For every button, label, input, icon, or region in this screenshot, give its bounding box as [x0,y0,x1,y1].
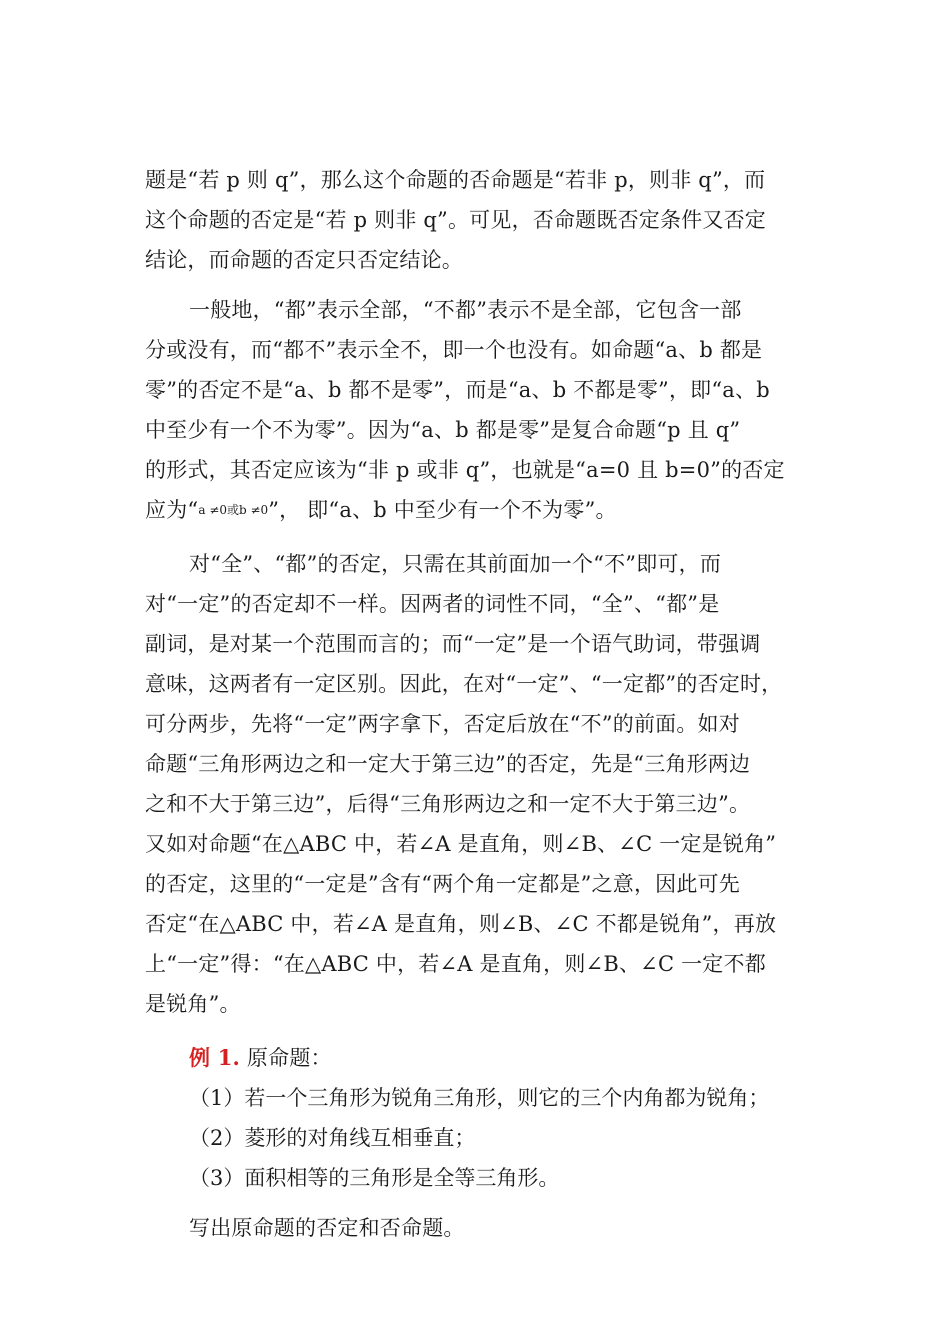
paragraph-2 [145,290,807,530]
example-task: 写出原命题的否定和否命题。 [189,1216,465,1240]
p1-line1: 题是“若 p 则 q”，那么这个命题的否命题是“若非 p，则非 q”，而 [145,168,766,192]
p3-line11: 上“一定”得：“在△ABC 中，若∠A 是直角，则∠B、∠C 一定不都 [145,952,766,976]
example-title: 原命题： [240,1046,332,1070]
example-label: 例 1. [189,1045,241,1070]
p3-line7: 之和不大于第三边”，后得“三角形两边之和一定不大于第三边”。 [145,792,751,816]
p2-line6-pre: 应为“ [145,498,199,522]
p3-line2: 对“一定”的否定却不一样。因两者的词性不同，“全”、“都”是 [145,592,720,616]
document-page [145,160,807,1248]
p1-line2: 这个命题的否定是“若 p 则非 q”。可见，否命题既否定条件又否定 [145,208,766,232]
p3-line8: 又如对命题“在△ABC 中，若∠A 是直角，则∠B、∠C 一定是锐角” [145,832,777,856]
p3-line4: 意味，这两者有一定区别。因此，在对“一定”、“一定都”的否定时， [145,672,783,696]
example-heading [145,1038,807,1078]
p2-line3: 零”的否定不是“a、b 都不是零”，而是“a、b 不都是零”，即“a、b [145,378,770,402]
p2-line4: 中至少有一个不为零”。因为“a、b 都是零”是复合命题“p 且 q” [145,418,741,442]
p3-line5: 可分两步，先将“一定”两字拿下，否定后放在“不”的前面。如对 [145,712,740,736]
p2-line2: 分或没有，而“都不”表示全不，即一个也没有。如命题“a、b 都是 [145,338,763,362]
p3-line6: 命题“三角形两边之和一定大于第三边”的否定，先是“三角形两边 [145,752,751,776]
inline-formula: a ≠0或b ≠0 [198,503,269,517]
p3-line1: 对“全”、“都”的否定，只需在其前面加一个“不”即可，而 [189,552,722,576]
p3-line10: 否定“在△ABC 中，若∠A 是直角，则∠B、∠C 不都是锐角”，再放 [145,912,777,936]
paragraph-1 [145,160,807,280]
p1-line3: 结论，而命题的否定只否定结论。 [145,248,463,272]
example-item-1: （1）若一个三角形为锐角三角形，则它的三个内角都为锐角； [189,1086,770,1110]
p3-line3: 副词，是对某一个范围而言的；而“一定”是一个语气助词，带强调 [145,632,761,656]
p3-line9: 的否定，这里的“一定是”含有“两个角一定都是”之意，因此可先 [145,872,740,896]
example-item-2: （2）菱形的对角线互相垂直； [189,1126,476,1150]
paragraph-3 [145,544,807,1024]
p3-line12: 是锐角”。 [145,992,241,1016]
p2-line5: 的形式，其否定应该为“非 p 或非 q”，也就是“a=0 且 b=0”的否定 [145,458,785,482]
p2-line1: 一般地，“都”表示全部，“不都”表示不是全部，它包含一部 [189,298,742,322]
example-item-3: （3）面积相等的三角形是全等三角形。 [189,1166,560,1190]
p2-line6-post: ”， 即“a、b 中至少有一个不为零”。 [268,498,617,522]
